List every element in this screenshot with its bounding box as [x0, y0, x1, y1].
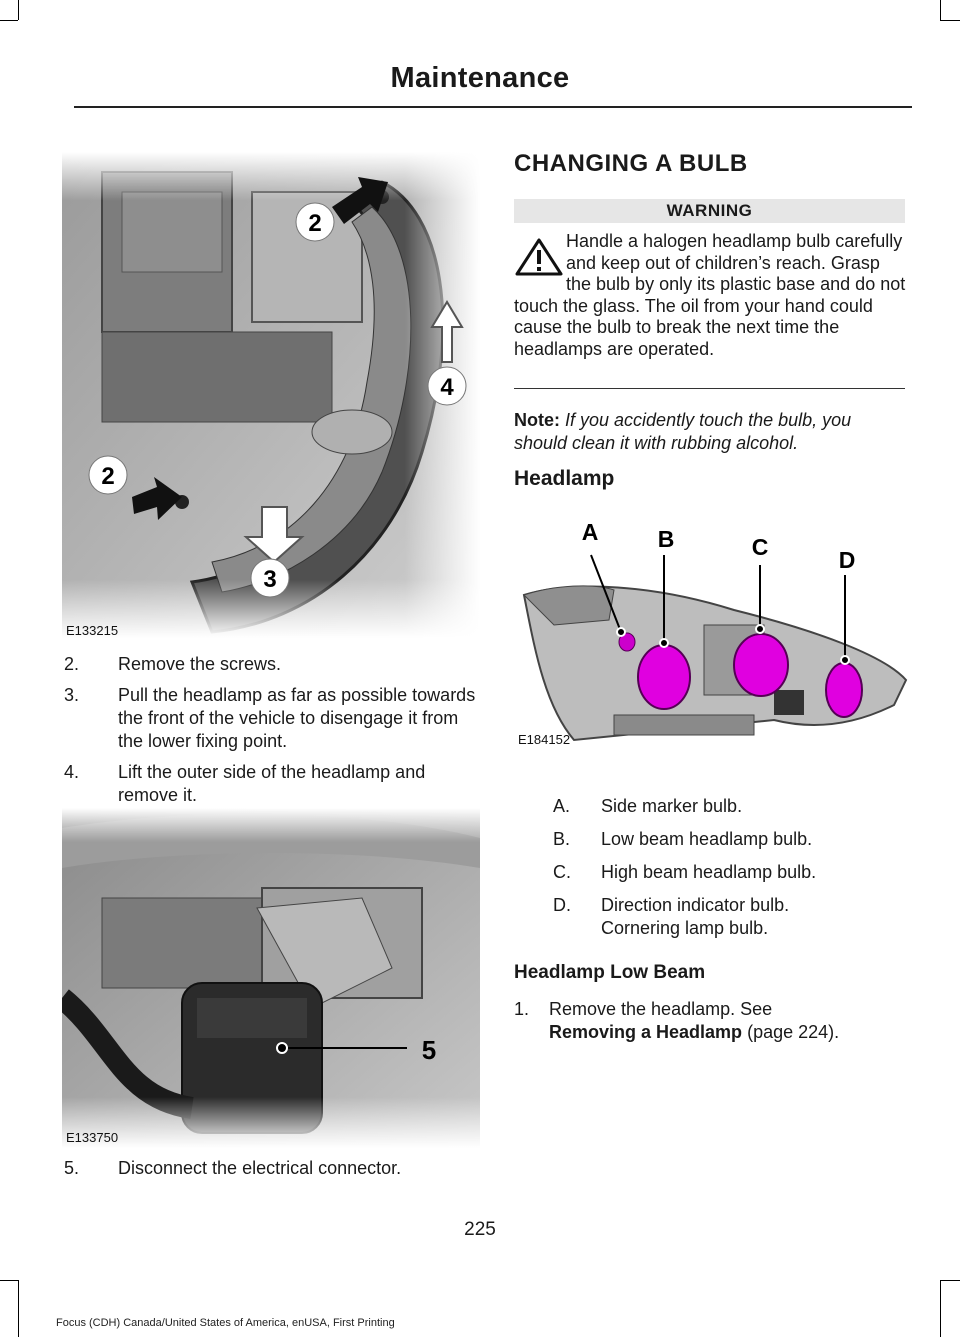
- callout-label: C: [751, 534, 769, 560]
- note: [514, 409, 909, 455]
- step-number: 4.: [64, 762, 80, 782]
- crop-mark: [940, 1280, 960, 1281]
- crop-mark: [940, 1280, 941, 1337]
- callout-label: D: [838, 547, 856, 573]
- page-number: 225: [464, 1219, 496, 1240]
- step-text: Remove the screws.: [118, 654, 282, 674]
- figure-electrical-connector: [62, 808, 480, 1148]
- connector-illustration: [62, 808, 480, 1148]
- figure-headlamp-removal: [62, 152, 480, 638]
- crop-mark: [940, 0, 941, 20]
- removal-steps: [62, 653, 482, 815]
- warning-rule: [514, 388, 905, 389]
- page-title: Maintenance: [390, 62, 570, 94]
- callout-label: A: [581, 519, 599, 545]
- list-item: [62, 684, 482, 753]
- legend-key: C.: [553, 862, 571, 882]
- legend-text: Direction indicator bulb.: [601, 895, 790, 915]
- step-text: Remove the headlamp. See: [549, 999, 773, 1019]
- crop-mark: [0, 20, 18, 21]
- callout-label: B: [657, 526, 675, 552]
- note-label: Note:: [514, 410, 560, 430]
- list-item: [62, 653, 482, 676]
- crop-mark: [940, 20, 960, 21]
- step-text: Lift the outer side of the headlamp and remove it.: [118, 762, 426, 805]
- warning-body: [514, 231, 907, 360]
- page-reference: (page 224).: [747, 1022, 840, 1042]
- legend-key: B.: [553, 829, 571, 849]
- callout-label: 3: [263, 566, 277, 593]
- figure-code: E133215: [66, 623, 119, 638]
- step-number: 1.: [514, 999, 530, 1019]
- step-text: Pull the headlamp as far as possible towards the front of the vehicle to disengage it from the lower fixing point.: [118, 685, 476, 751]
- callout-label: 4: [440, 374, 454, 401]
- crop-mark: [18, 0, 19, 20]
- warning-text: Handle a halogen headlamp bulb carefully and keep out of children’s reach. Grasp the bulb by only its plastic base and do not touch the glass. The oil from your hand could cause the bulb to break the next time the headlamps are operated.: [514, 231, 906, 359]
- header-rule: [74, 106, 912, 108]
- footer-text: Focus (CDH) Canada/United States of America, enUSA, First Printing: [56, 1317, 395, 1329]
- crop-mark: [0, 1280, 18, 1281]
- legend-text-secondary: Cornering lamp bulb.: [601, 918, 769, 938]
- figure-code: E133750: [66, 1130, 119, 1145]
- warning-triangle-icon: [514, 237, 564, 277]
- legend-text: Low beam headlamp bulb.: [601, 829, 813, 849]
- legend-item: [553, 894, 913, 940]
- warning-label: WARNING: [514, 199, 905, 223]
- disconnect-step: [62, 1157, 482, 1188]
- figure-headlamp-bulbs: [514, 515, 910, 745]
- list-item: [62, 761, 482, 807]
- list-item: [62, 1157, 482, 1180]
- note-text: If you accidently touch the bulb, you should clean it with rubbing alcohol.: [514, 410, 852, 453]
- figure-code: E184152: [518, 732, 571, 747]
- low-beam-step: [514, 998, 909, 1044]
- step-text-group: [549, 998, 839, 1044]
- legend-text: Side marker bulb.: [601, 796, 743, 816]
- low-beam-heading: Headlamp Low Beam: [514, 962, 706, 983]
- headlamp-bulbs-illustration: [514, 515, 910, 745]
- step-number: 2.: [64, 654, 80, 674]
- legend-item: [553, 795, 913, 818]
- step-number: 5.: [64, 1158, 80, 1178]
- legend-item: [553, 861, 913, 884]
- callout-label: 2: [101, 463, 115, 490]
- legend-text-group: [601, 894, 789, 940]
- step-text: Disconnect the electrical connector.: [118, 1158, 402, 1178]
- section-title: CHANGING A BULB: [514, 150, 748, 177]
- callout-label: 5: [421, 1035, 437, 1065]
- legend-key: D.: [553, 895, 571, 915]
- legend-key: A.: [553, 796, 571, 816]
- crop-mark: [18, 1280, 19, 1337]
- legend-item: [553, 828, 913, 851]
- cross-reference-link[interactable]: Removing a Headlamp: [549, 1022, 743, 1042]
- bulb-legend: [553, 795, 913, 950]
- headlamp-removal-illustration: [62, 152, 480, 638]
- headlamp-heading: Headlamp: [514, 467, 615, 490]
- legend-text: High beam headlamp bulb.: [601, 862, 817, 882]
- step-number: 3.: [64, 685, 80, 705]
- callout-label: 2: [308, 210, 322, 237]
